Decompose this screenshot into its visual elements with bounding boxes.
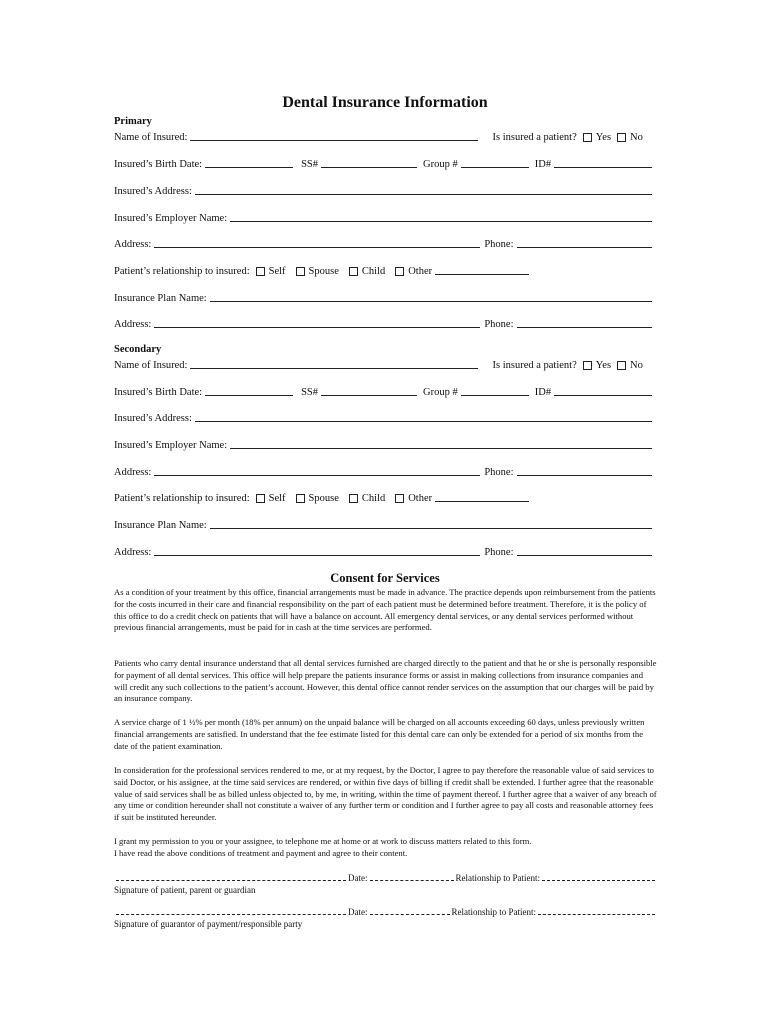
signature-row-patient <box>114 872 657 883</box>
primary-id-field[interactable] <box>554 157 652 168</box>
primary-yes-checkbox[interactable] <box>583 133 592 142</box>
primary-group-field[interactable] <box>461 157 529 168</box>
consent-paragraph: A service charge of 1 ½% per month (18% per annum) on the unpaid balance will be charged on all accounts exceeding 60 days, unless previously written financial arrangements are satisfied. In understand that the fee estimate listed for this dental care can only be extended for a period of six months from the date of the patient examination. <box>114 717 645 751</box>
primary-plan-phone-field[interactable] <box>517 317 652 328</box>
insured-address-label: Insured’s Address: <box>114 186 192 197</box>
no-label: No <box>630 360 643 371</box>
address-label: Address: <box>114 239 152 250</box>
secondary-self-checkbox[interactable] <box>256 494 265 503</box>
patient-signature-label: Signature of patient, parent or guardian <box>114 885 256 895</box>
primary-no-checkbox[interactable] <box>617 133 626 142</box>
secondary-spouse-checkbox[interactable] <box>296 494 305 503</box>
consent-title: Consent for Services <box>330 571 440 585</box>
signature-row-guarantor <box>114 906 657 917</box>
consent-paragraph: I grant my permission to you or your assignee, to telephone me at home or at work to discuss matters related to this form. I have read the above conditions of treatment and payment and agree to their content. <box>114 836 532 858</box>
other-label: Other <box>408 266 433 277</box>
relationship-to-patient-label: Relationship to Patient: <box>451 907 536 917</box>
yes-label: Yes <box>595 360 612 371</box>
primary-employer-row <box>114 208 654 224</box>
name-of-insured-label: Name of Insured: <box>114 360 188 371</box>
guarantor-date-field[interactable] <box>370 906 450 915</box>
secondary-employer-phone-field[interactable] <box>517 465 652 476</box>
primary-name-field[interactable] <box>190 130 478 141</box>
patient-signature-field[interactable] <box>116 872 346 881</box>
primary-insured-address-field[interactable] <box>195 184 652 195</box>
secondary-yes-checkbox[interactable] <box>583 361 592 370</box>
group-label: Group # <box>423 387 458 398</box>
primary-plan-row <box>114 288 654 304</box>
birth-date-label: Insured’s Birth Date: <box>114 387 203 398</box>
primary-child-checkbox[interactable] <box>349 267 358 276</box>
relationship-label: Patient’s relationship to insured: <box>114 493 250 504</box>
page-title: Dental Insurance Information <box>282 94 488 111</box>
secondary-name-row <box>114 355 654 371</box>
primary-ids-row <box>114 154 654 170</box>
id-label: ID# <box>534 387 552 398</box>
secondary-no-checkbox[interactable] <box>617 361 626 370</box>
secondary-name-field[interactable] <box>190 358 478 369</box>
primary-other-field[interactable] <box>435 264 529 275</box>
address-label: Address: <box>114 319 152 330</box>
date-label: Date: <box>348 907 368 917</box>
phone-label: Phone: <box>484 547 514 558</box>
no-label: No <box>630 132 643 143</box>
secondary-child-checkbox[interactable] <box>349 494 358 503</box>
guarantor-relationship-field[interactable] <box>538 906 655 915</box>
yes-label: Yes <box>595 132 612 143</box>
child-label: Child <box>361 493 386 504</box>
is-patient-label: Is insured a patient? <box>492 360 577 371</box>
guarantor-signature-label: Signature of guarantor of payment/responsible party <box>114 919 303 929</box>
secondary-employer-field[interactable] <box>230 438 652 449</box>
primary-ss-field[interactable] <box>321 157 417 168</box>
birth-date-label: Insured’s Birth Date: <box>114 159 203 170</box>
self-label: Self <box>268 493 286 504</box>
phone-label: Phone: <box>484 319 514 330</box>
secondary-plan-phone-field[interactable] <box>517 545 652 556</box>
secondary-plan-address-field[interactable] <box>154 545 480 556</box>
primary-employer-address-row <box>114 234 654 250</box>
ss-label: SS# <box>301 159 319 170</box>
primary-self-checkbox[interactable] <box>256 267 265 276</box>
date-label: Date: <box>348 873 368 883</box>
secondary-heading: Secondary <box>114 344 162 355</box>
primary-birth-date-field[interactable] <box>205 157 293 168</box>
phone-label: Phone: <box>484 239 514 250</box>
primary-plan-name-field[interactable] <box>210 291 652 302</box>
primary-name-row <box>114 127 654 143</box>
consent-paragraph: As a condition of your treatment by this office, financial arrangements must be made in advance. The practice depends upon reimbursement from the patients for the costs incurred in their care and financial responsibility on the part of each patient must be determined before treatment. Therefore, it is the policy of this office to do a credit check on patients that will have a balance on account. All emergency dental services, or any dental services performed without previous financial arrangements, must be paid for in cash at the time services are performed. <box>114 587 656 633</box>
self-label: Self <box>268 266 286 277</box>
address-label: Address: <box>114 467 152 478</box>
primary-employer-field[interactable] <box>230 211 652 222</box>
consent-paragraph: Patients who carry dental insurance understand that all dental services furnished are charged directly to the patient and that he or she is personally responsible for payment of all dental services. This office will help prepare the patients insurance forms or assist in making collections from insurance companies and will credit any such collections to the patient’s account. However, this dental office cannot render services on the assumption that our charges will be paid by an insurance company. <box>114 658 657 704</box>
employer-name-label: Insured’s Employer Name: <box>114 213 228 224</box>
primary-plan-address-field[interactable] <box>154 317 480 328</box>
patient-date-field[interactable] <box>370 872 454 881</box>
secondary-group-field[interactable] <box>461 385 529 396</box>
secondary-plan-row <box>114 515 654 531</box>
relationship-label: Patient’s relationship to insured: <box>114 266 250 277</box>
name-of-insured-label: Name of Insured: <box>114 132 188 143</box>
secondary-plan-name-field[interactable] <box>210 518 652 529</box>
secondary-insured-address-row <box>114 408 654 424</box>
plan-name-label: Insurance Plan Name: <box>114 520 207 531</box>
spouse-label: Spouse <box>308 493 339 504</box>
insured-address-label: Insured’s Address: <box>114 413 192 424</box>
primary-spouse-checkbox[interactable] <box>296 267 305 276</box>
secondary-ss-field[interactable] <box>321 385 417 396</box>
primary-employer-phone-field[interactable] <box>517 237 652 248</box>
secondary-insured-address-field[interactable] <box>195 411 652 422</box>
id-label: ID# <box>534 159 552 170</box>
secondary-employer-address-field[interactable] <box>154 465 480 476</box>
primary-plan-address-row <box>114 314 654 330</box>
ss-label: SS# <box>301 387 319 398</box>
patient-relationship-field[interactable] <box>542 872 655 881</box>
child-label: Child <box>361 266 386 277</box>
other-label: Other <box>408 493 433 504</box>
spouse-label: Spouse <box>308 266 339 277</box>
primary-heading: Primary <box>114 116 152 127</box>
relationship-to-patient-label: Relationship to Patient: <box>455 873 540 883</box>
primary-insured-address-row <box>114 181 654 197</box>
secondary-plan-address-row <box>114 542 654 558</box>
is-patient-label: Is insured a patient? <box>492 132 577 143</box>
secondary-birth-date-field[interactable] <box>205 385 293 396</box>
guarantor-signature-field[interactable] <box>116 906 346 915</box>
employer-name-label: Insured’s Employer Name: <box>114 440 228 451</box>
primary-relationship-row <box>114 261 654 277</box>
secondary-employer-row <box>114 435 654 451</box>
primary-employer-address-field[interactable] <box>154 237 480 248</box>
secondary-ids-row <box>114 382 654 398</box>
secondary-id-field[interactable] <box>554 385 652 396</box>
secondary-relationship-row <box>114 488 654 504</box>
secondary-other-field[interactable] <box>435 491 529 502</box>
consent-paragraph: In consideration for the professional services rendered to me, or at my request, by the Doctor, I agree to pay therefore the reasonable value of said services to said Doctor, or his assignee, at the time said services are rendered, or within five days of billing if credit shall be extended. I further agree that the reasonable value of said services shall be as billed unless objected to, by me, in writing, within the time of payment thereof. I further agree that a waiver of any breach of any time or condition hereunder shall not constitute a waiver of any further term or condition and I further agree to pay all costs and reasonable attorney fees if suit be instituted hereunder. <box>114 765 657 823</box>
group-label: Group # <box>423 159 458 170</box>
address-label: Address: <box>114 547 152 558</box>
plan-name-label: Insurance Plan Name: <box>114 293 207 304</box>
secondary-employer-address-row <box>114 462 654 478</box>
secondary-other-checkbox[interactable] <box>395 494 404 503</box>
phone-label: Phone: <box>484 467 514 478</box>
primary-other-checkbox[interactable] <box>395 267 404 276</box>
